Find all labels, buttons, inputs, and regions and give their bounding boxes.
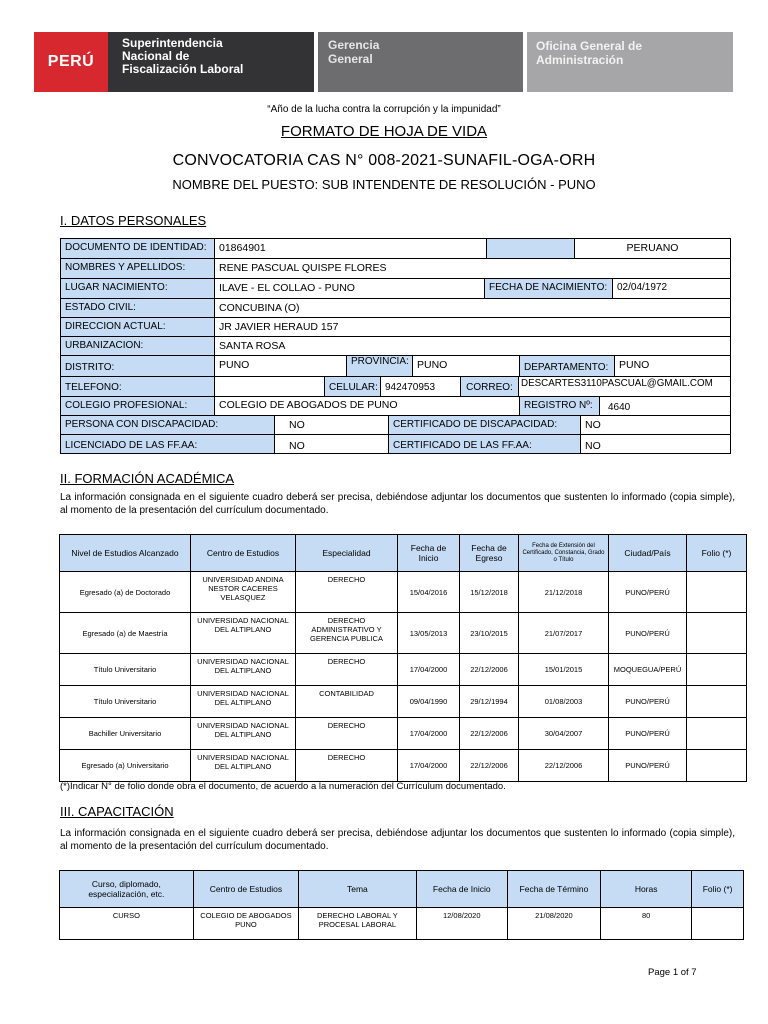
address-value: JR JAVIER HERAUD 157	[214, 317, 731, 337]
registry-value: 4640	[599, 396, 731, 416]
table-row	[60, 750, 747, 782]
nationality-value: PERUANO	[574, 238, 731, 259]
name-label: NOMBRES Y APELLIDOS:	[60, 258, 215, 279]
edu-specialty: DERECHO ADMINISTRATIVO Y GERENCIA PUBLICA	[296, 613, 398, 654]
doc-id-value: 01864901	[214, 238, 487, 259]
edu-end: 22/12/2006	[460, 654, 519, 686]
edu-level: Bachiller Universitario	[60, 718, 191, 750]
peru-logo	[34, 32, 108, 92]
gerencia-block	[318, 32, 523, 92]
sunafil-line-2: Nacional de	[122, 49, 190, 63]
education-intro: La información consignada en el siguiente cuadro deberá ser precisa, debiéndose adjuntar los documentos que sustenten lo informado (copia simple), al momento de la presentación del currículum documentado.	[60, 492, 735, 516]
training-header: Folio (*)	[692, 871, 744, 908]
gerencia-line-2: General	[328, 52, 373, 66]
department-value: PUNO	[614, 355, 731, 377]
training-header: Horas	[601, 871, 692, 908]
edu-city: PUNO/PERÚ	[609, 686, 687, 718]
doc-id-label: DOCUMENTO DE IDENTIDAD:	[60, 238, 215, 259]
edu-folio	[687, 572, 747, 613]
edu-city: PUNO/PERÚ	[609, 613, 687, 654]
section-personal-title: I. DATOS PERSONALES	[60, 213, 207, 228]
training-center: COLEGIO DE ABOGADOS PUNO	[193, 908, 298, 940]
email-value: DESCARTES3110PASCUAL@GMAIL.COM	[518, 376, 731, 397]
district-value: PUNO	[214, 355, 347, 377]
urbanization-value: SANTA ROSA	[214, 336, 731, 356]
edu-issue: 21/07/2017	[519, 613, 609, 654]
edu-level: Egresado (a) Universitario	[60, 750, 191, 782]
edu-level: Egresado (a) de Maestría	[60, 613, 191, 654]
section-training-title: III. CAPACITACIÓN	[60, 804, 174, 819]
edu-city: PUNO/PERÚ	[609, 572, 687, 613]
edu-center: UNIVERSIDAD NACIONAL DEL ALTIPLANO	[191, 718, 296, 750]
urbanization-label: URBANIZACION:	[60, 336, 215, 356]
edu-center: UNIVERSIDAD NACIONAL DEL ALTIPLANO	[191, 686, 296, 718]
section-education-title: II. FORMACIÓN ACADÉMICA	[60, 471, 235, 486]
edu-issue: 22/12/2006	[519, 750, 609, 782]
training-header: Tema	[299, 871, 417, 908]
disability-cert-label: CERTIFICADO DE DISCAPACIDAD:	[388, 415, 581, 435]
training-header-row	[60, 871, 744, 908]
birthdate-value: 02/04/1972	[612, 278, 731, 299]
edu-center: UNIVERSIDAD NACIONAL DEL ALTIPLANO	[191, 654, 296, 686]
training-header: Centro de Estudios	[193, 871, 298, 908]
edu-issue: 21/12/2018	[519, 572, 609, 613]
table-row	[60, 613, 747, 654]
edu-center: UNIVERSIDAD ANDINA NESTOR CACERES VELASQUEZ	[191, 572, 296, 613]
edu-start: 09/04/1990	[398, 686, 460, 718]
ffaa-value: NO	[274, 434, 389, 454]
edu-start: 15/04/2016	[398, 572, 460, 613]
training-folio	[692, 908, 744, 940]
training-header: Fecha de Inicio	[416, 871, 507, 908]
edu-city: MOQUEGUA/PERÚ	[609, 654, 687, 686]
page-number: Page 1 of 7	[648, 967, 697, 978]
edu-level: Egresado (a) de Doctorado	[60, 572, 191, 613]
disability-cert-value: NO	[580, 415, 731, 435]
ffaa-label: LICENCIADO DE LAS FF.AA:	[60, 434, 275, 454]
education-header: Folio (*)	[687, 535, 747, 572]
edu-city: PUNO/PERÚ	[609, 750, 687, 782]
table-row	[60, 572, 747, 613]
training-header: Curso, diplomado, especialización, etc.	[60, 871, 194, 908]
convocatoria-title: CONVOCATORIA CAS N° 008-2021-SUNAFIL-OGA-ORH	[172, 152, 596, 169]
edu-level: Título Universitario	[60, 686, 191, 718]
edu-center: UNIVERSIDAD NACIONAL DEL ALTIPLANO	[191, 613, 296, 654]
job-title: NOMBRE DEL PUESTO: SUB INTENDENTE DE RESOLUCIÓN - PUNO	[172, 177, 596, 192]
birthplace-label: LUGAR NACIMIENTO:	[60, 278, 215, 299]
province-label: PROVINCIA:	[346, 355, 413, 377]
sunafil-line-3: Fiscalización Laboral	[122, 62, 244, 76]
phone-label: TELEFONO:	[60, 376, 215, 397]
edu-center: UNIVERSIDAD NACIONAL DEL ALTIPLANO	[191, 750, 296, 782]
education-header: Nivel de Estudios Alcanzado	[60, 535, 191, 572]
training-start: 12/08/2020	[416, 908, 507, 940]
ffaa-cert-value: NO	[580, 434, 731, 454]
edu-level: Título Universitario	[60, 654, 191, 686]
table-row	[60, 654, 747, 686]
phone-value	[214, 376, 325, 397]
peru-logo-text: PERÚ	[47, 53, 95, 70]
education-header: Centro de Estudios	[191, 535, 296, 572]
disability-value: NO	[274, 415, 389, 435]
oficina-line-1: Oficina General de	[536, 39, 643, 53]
edu-folio	[687, 654, 747, 686]
edu-start: 13/05/2013	[398, 613, 460, 654]
edu-folio	[687, 718, 747, 750]
edu-end: 22/12/2006	[460, 718, 519, 750]
edu-end: 23/10/2015	[460, 613, 519, 654]
training-type: CURSO	[60, 908, 194, 940]
ffaa-cert-label: CERTIFICADO DE LAS FF.AA:	[388, 434, 581, 454]
training-intro: La información consignada en el siguiente cuadro deberá ser precisa, debiéndose adjuntar los documentos que sustenten lo informado (copia simple), al momento de la presentación del currículum documentado.	[60, 828, 735, 852]
education-header-row	[60, 535, 747, 572]
training-hours: 80	[601, 908, 692, 940]
edu-issue: 01/08/2003	[519, 686, 609, 718]
disability-label: PERSONA CON DISCAPACIDAD:	[60, 415, 275, 435]
edu-start: 17/04/2000	[398, 654, 460, 686]
training-end: 21/08/2020	[507, 908, 600, 940]
edu-folio	[687, 613, 747, 654]
edu-folio	[687, 750, 747, 782]
edu-specialty: CONTABILIDAD	[296, 686, 398, 718]
civil-status-label: ESTADO CIVIL:	[60, 298, 215, 318]
edu-issue: 15/01/2015	[519, 654, 609, 686]
cell-label: CELULAR:	[324, 376, 381, 397]
gerencia-line-1: Gerencia	[328, 38, 380, 52]
table-row	[60, 718, 747, 750]
edu-start: 17/04/2000	[398, 718, 460, 750]
cell-value: 942470953	[380, 376, 461, 397]
page-title: FORMATO DE HOJA DE VIDA	[280, 123, 488, 140]
education-header: Ciudad/País	[609, 535, 687, 572]
education-header: Fecha de Egreso	[460, 535, 519, 572]
sunafil-logo	[108, 32, 314, 92]
district-label: DISTRITO:	[60, 355, 215, 377]
table-row	[60, 908, 744, 940]
name-value: RENE PASCUAL QUISPE FLORES	[214, 258, 731, 279]
edu-specialty: DERECHO	[296, 750, 398, 782]
education-table	[59, 534, 747, 782]
college-value: COLEGIO DE ABOGADOS DE PUNO	[214, 396, 520, 416]
edu-city: PUNO/PERÚ	[609, 718, 687, 750]
education-footnote: (*)Indicar N° de folio donde obra el documento, de acuerdo a la numeración del Currículum documentado.	[60, 781, 506, 792]
training-table	[59, 870, 744, 940]
province-value: PUNO	[412, 355, 520, 377]
education-header: Especialidad	[296, 535, 398, 572]
sunafil-line-1: Superintendencia	[122, 36, 223, 50]
training-header: Fecha de Término	[507, 871, 600, 908]
registry-label: REGISTRO Nº:	[519, 396, 600, 416]
training-topic: DERECHO LABORAL Y PROCESAL LABORAL	[299, 908, 417, 940]
year-motto: “Año de la lucha contra la corrupción y la impunidad”	[267, 104, 501, 115]
edu-end: 22/12/2006	[460, 750, 519, 782]
civil-status-value: CONCUBINA (O)	[214, 298, 731, 318]
education-header: Fecha de Extensión del Certificado, Constancia, Grado o Título	[519, 535, 609, 572]
edu-start: 17/04/2000	[398, 750, 460, 782]
birthdate-label: FECHA DE NACIMIENTO:	[484, 278, 613, 299]
edu-specialty: DERECHO	[296, 654, 398, 686]
birthplace-value: ILAVE - EL COLLAO - PUNO	[214, 278, 485, 299]
oficina-block	[527, 32, 733, 92]
college-label: COLEGIO PROFESIONAL:	[60, 396, 215, 416]
edu-specialty: DERECHO	[296, 572, 398, 613]
department-label: DEPARTAMENTO:	[519, 355, 615, 377]
education-header: Fecha de Inicio	[398, 535, 460, 572]
nationality-label-blank	[486, 238, 575, 259]
edu-issue: 30/04/2007	[519, 718, 609, 750]
table-row	[60, 686, 747, 718]
address-label: DIRECCION ACTUAL:	[60, 317, 215, 337]
oficina-line-2: Administración	[536, 53, 624, 67]
edu-end: 15/12/2018	[460, 572, 519, 613]
edu-folio	[687, 686, 747, 718]
edu-specialty: DERECHO	[296, 718, 398, 750]
email-label: CORREO:	[460, 376, 519, 397]
edu-end: 29/12/1994	[460, 686, 519, 718]
